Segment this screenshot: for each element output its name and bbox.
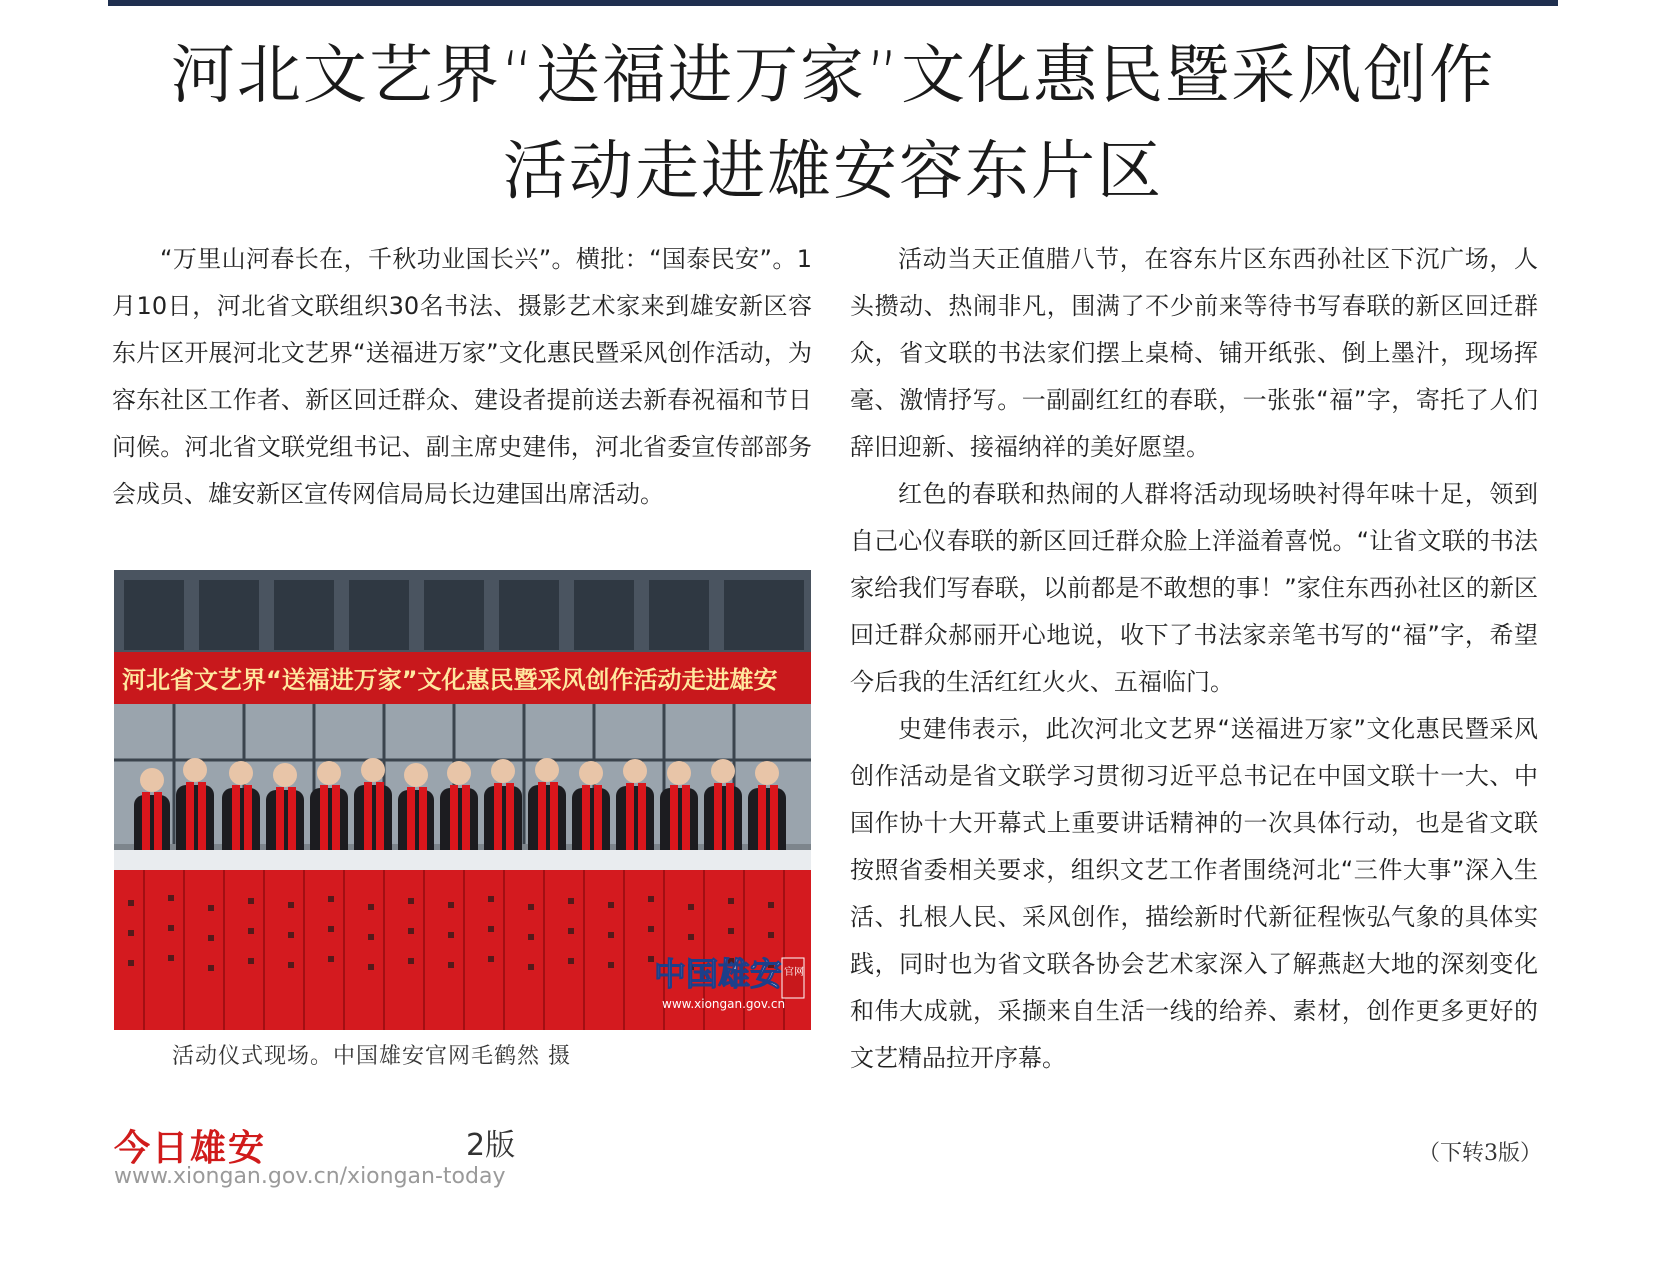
- right-paragraph-2: 红色的春联和热闹的人群将活动现场映衬得年味十足，领到自己心仪春联的新区回迁群众脸上洋溢着喜悦。“让省文联的书法家给我们写春联，以前都是不敢想的事！”家住东西孙社区的新区回迁群众郝丽开心地说，收下了书法家亲笔书写的“福”字，希望今后我的生活红红火火、五福临门。: [850, 480, 1538, 696]
- right-paragraph-3: 史建伟表示，此次河北文艺界“送福进万家”文化惠民暨采风创作活动是省文联学习贯彻习近平总书记在中国文联十一大、中国作协十大开幕式上重要讲话精神的一次具体行动，也是省文联按照省委相关要求，组织文艺工作者围绕河北“三件大事”深入生活、扎根人民、采风创作，描绘新时代新征程恢弘气象的具体实践，同时也为省文联各协会艺术家深入了解燕赵大地的深刻变化和伟大成就，采撷来自生活一线的给养、素材，创作更多更好的文艺精品拉开序幕。: [850, 715, 1538, 1072]
- photo-watermark-seal: 官网: [784, 967, 804, 978]
- headline-line-2: 活动走进雄安容东片区: [503, 135, 1163, 209]
- page-number: 2版: [466, 1128, 516, 1163]
- left-column: [112, 236, 812, 518]
- right-column: [850, 236, 1538, 1082]
- masthead-logo: 今日雄安: [114, 1127, 267, 1169]
- photo-caption: 活动仪式现场。中国雄安官网毛鹤然 摄: [172, 1044, 571, 1069]
- photo-banner-text: 河北省文艺界“送福进万家”文化惠民暨采风创作活动走进雄安: [122, 666, 778, 694]
- top-rule: [108, 0, 1558, 6]
- photo-watermark-logo: 中国雄安: [654, 955, 783, 993]
- continued-note: （下转3版）: [1418, 1141, 1542, 1166]
- site-url: www.xiongan.gov.cn/xiongan-today: [114, 1164, 506, 1189]
- left-paragraph-1: “万里山河春长在，千秋功业国长兴”。横批：“国泰民安”。1月10日，河北省文联组织30名书法、摄影艺术家来到雄安新区容东片区开展河北文艺界“送福进万家”文化惠民暨采风创作活动，为容东社区工作者、新区回迁群众、建设者提前送去新春祝福和节日问候。河北省文联党组书记、副主席史建伟，河北省委宣传部部务会成员、雄安新区宣传网信局局长边建国出席活动。: [112, 245, 812, 508]
- photo-watermark-url: www.xiongan.gov.cn: [662, 997, 786, 1011]
- article-headline: [108, 28, 1558, 220]
- right-paragraph-1: 活动当天正值腊八节，在容东片区东西孙社区下沉广场，人头攒动、热闹非凡，围满了不少前来等待书写春联的新区回迁群众，省文联的书法家们摆上桌椅、铺开纸张、倒上墨汁，现场挥毫、激情抒写。一副副红红的春联，一张张“福”字，寄托了人们辞旧迎新、接福纳祥的美好愿望。: [850, 245, 1538, 461]
- headline-line-1: 河北文艺界“送福进万家”文化惠民暨采风创作: [170, 39, 1496, 113]
- event-photo: [114, 570, 811, 1030]
